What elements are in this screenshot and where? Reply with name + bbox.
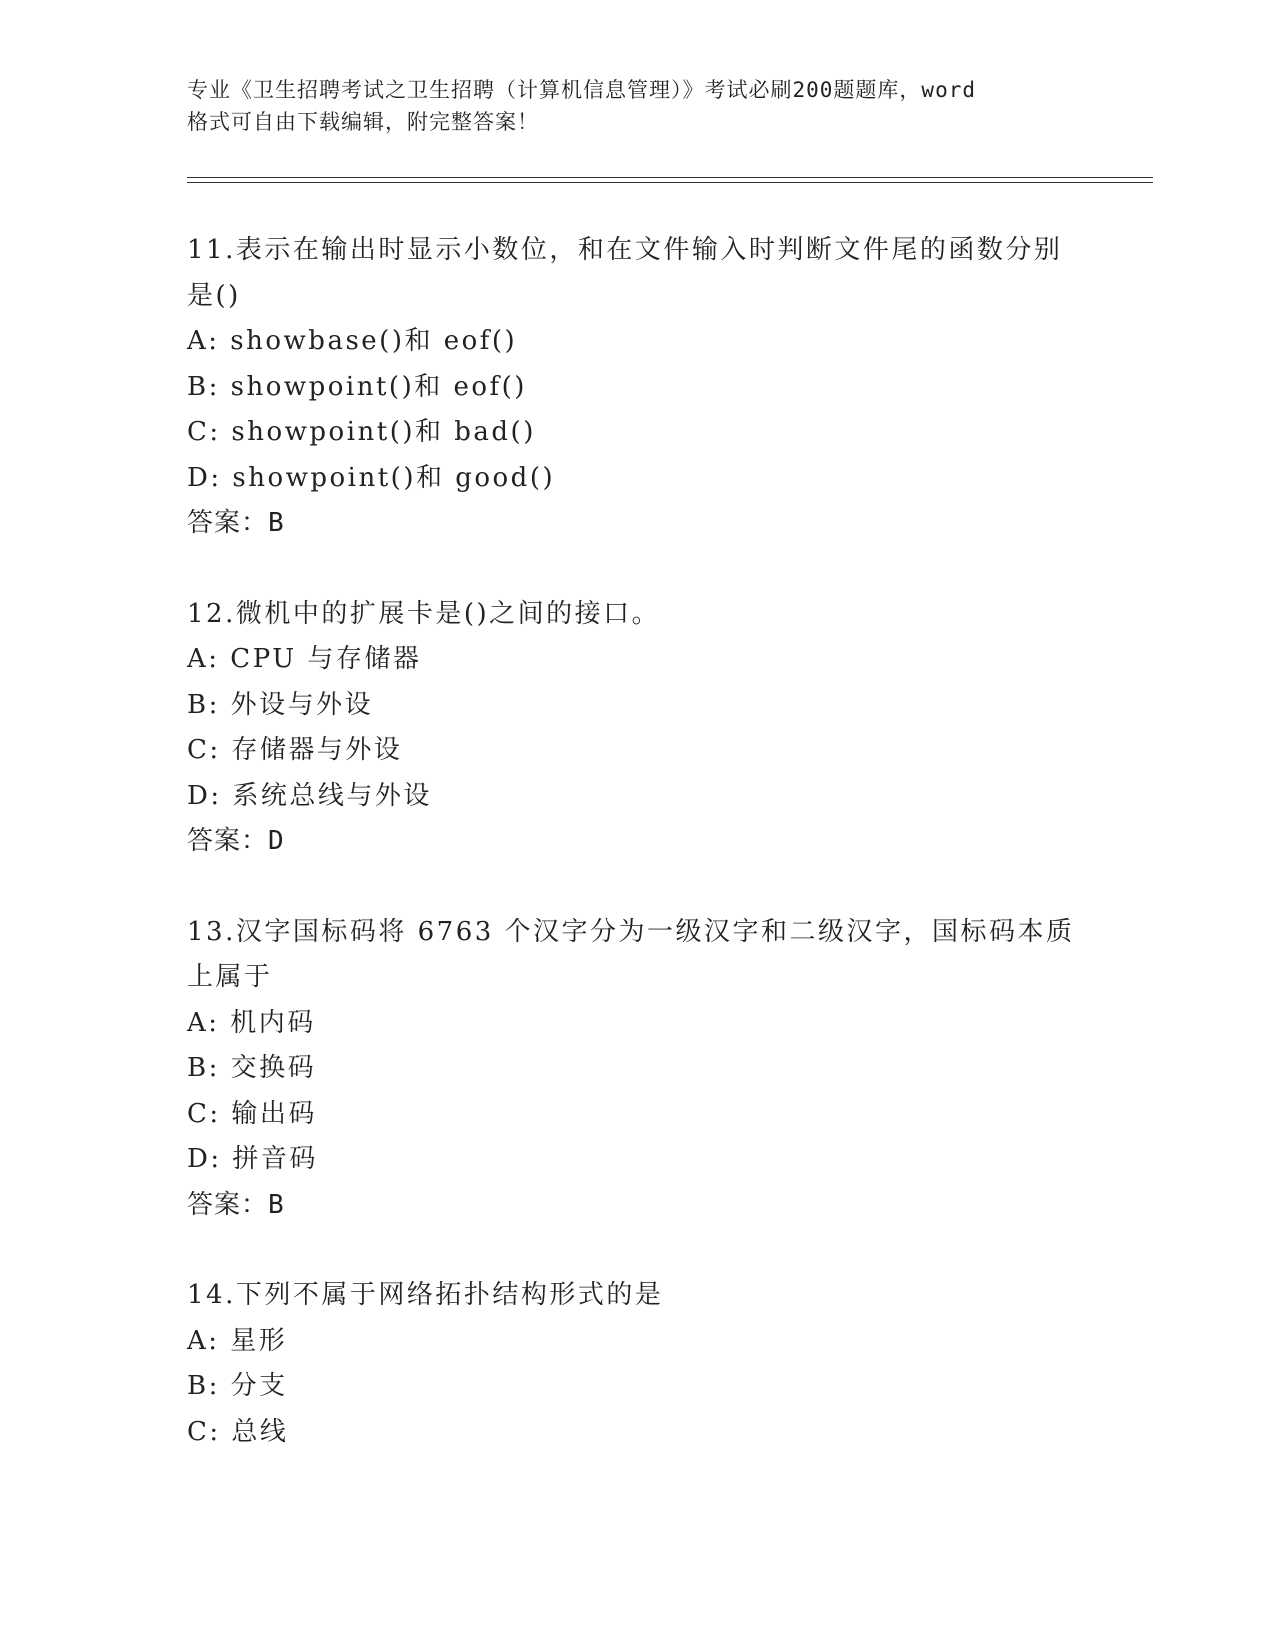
question-11 <box>187 228 1087 547</box>
option-b: B: 分支 <box>187 1371 288 1401</box>
question-text: 14.下列不属于网络拓扑结构形式的是 <box>187 1280 664 1310</box>
option-d: D: showpoint()和 good() <box>187 462 556 493</box>
option-c: C: 输出码 <box>187 1098 317 1129</box>
option-d: D: 拼音码 <box>187 1144 318 1174</box>
option-c: C: showpoint()和 bad() <box>187 417 536 447</box>
header-divider-bottom <box>187 182 1153 183</box>
option-b: B: showpoint()和 eof() <box>187 371 527 402</box>
question-12 <box>187 592 1087 865</box>
option-a: A: 机内码 <box>187 1007 316 1038</box>
answer-label: 答案：B <box>187 1189 285 1220</box>
question-text: 11.表示在输出时显示小数位，和在文件输入时判断文件尾的函数分别 <box>187 235 1063 265</box>
question-13 <box>187 910 1087 1229</box>
question-14 <box>187 1273 1087 1455</box>
header-line-2: 格式可自由下载编辑，附完整答案！ <box>187 110 539 134</box>
question-text-continued: 上属于 <box>187 962 273 992</box>
option-b: B: 外设与外设 <box>187 689 374 720</box>
option-a: A: CPU 与存储器 <box>187 644 422 674</box>
option-b: B: 交换码 <box>187 1053 317 1083</box>
question-text-continued: 是() <box>187 280 241 311</box>
question-list <box>187 228 1087 1455</box>
option-c: C: 存储器与外设 <box>187 735 403 765</box>
header-divider-top <box>187 177 1153 178</box>
document-header <box>187 74 1087 138</box>
question-text: 12.微机中的扩展卡是()之间的接口。 <box>187 598 661 629</box>
option-a: A: showbase()和 eof() <box>187 326 518 356</box>
option-a: A: 星形 <box>187 1325 288 1356</box>
answer-label: 答案：B <box>187 508 285 538</box>
header-line-1: 专业《卫生招聘考试之卫生招聘（计算机信息管理）》考试必刷200题题库，word <box>187 78 976 102</box>
answer-label: 答案：D <box>187 826 285 856</box>
option-c: C: 总线 <box>187 1416 289 1447</box>
question-text: 13.汉字国标码将 6763 个汉字分为一级汉字和二级汉字，国标码本质 <box>187 916 1075 947</box>
option-d: D: 系统总线与外设 <box>187 780 432 811</box>
